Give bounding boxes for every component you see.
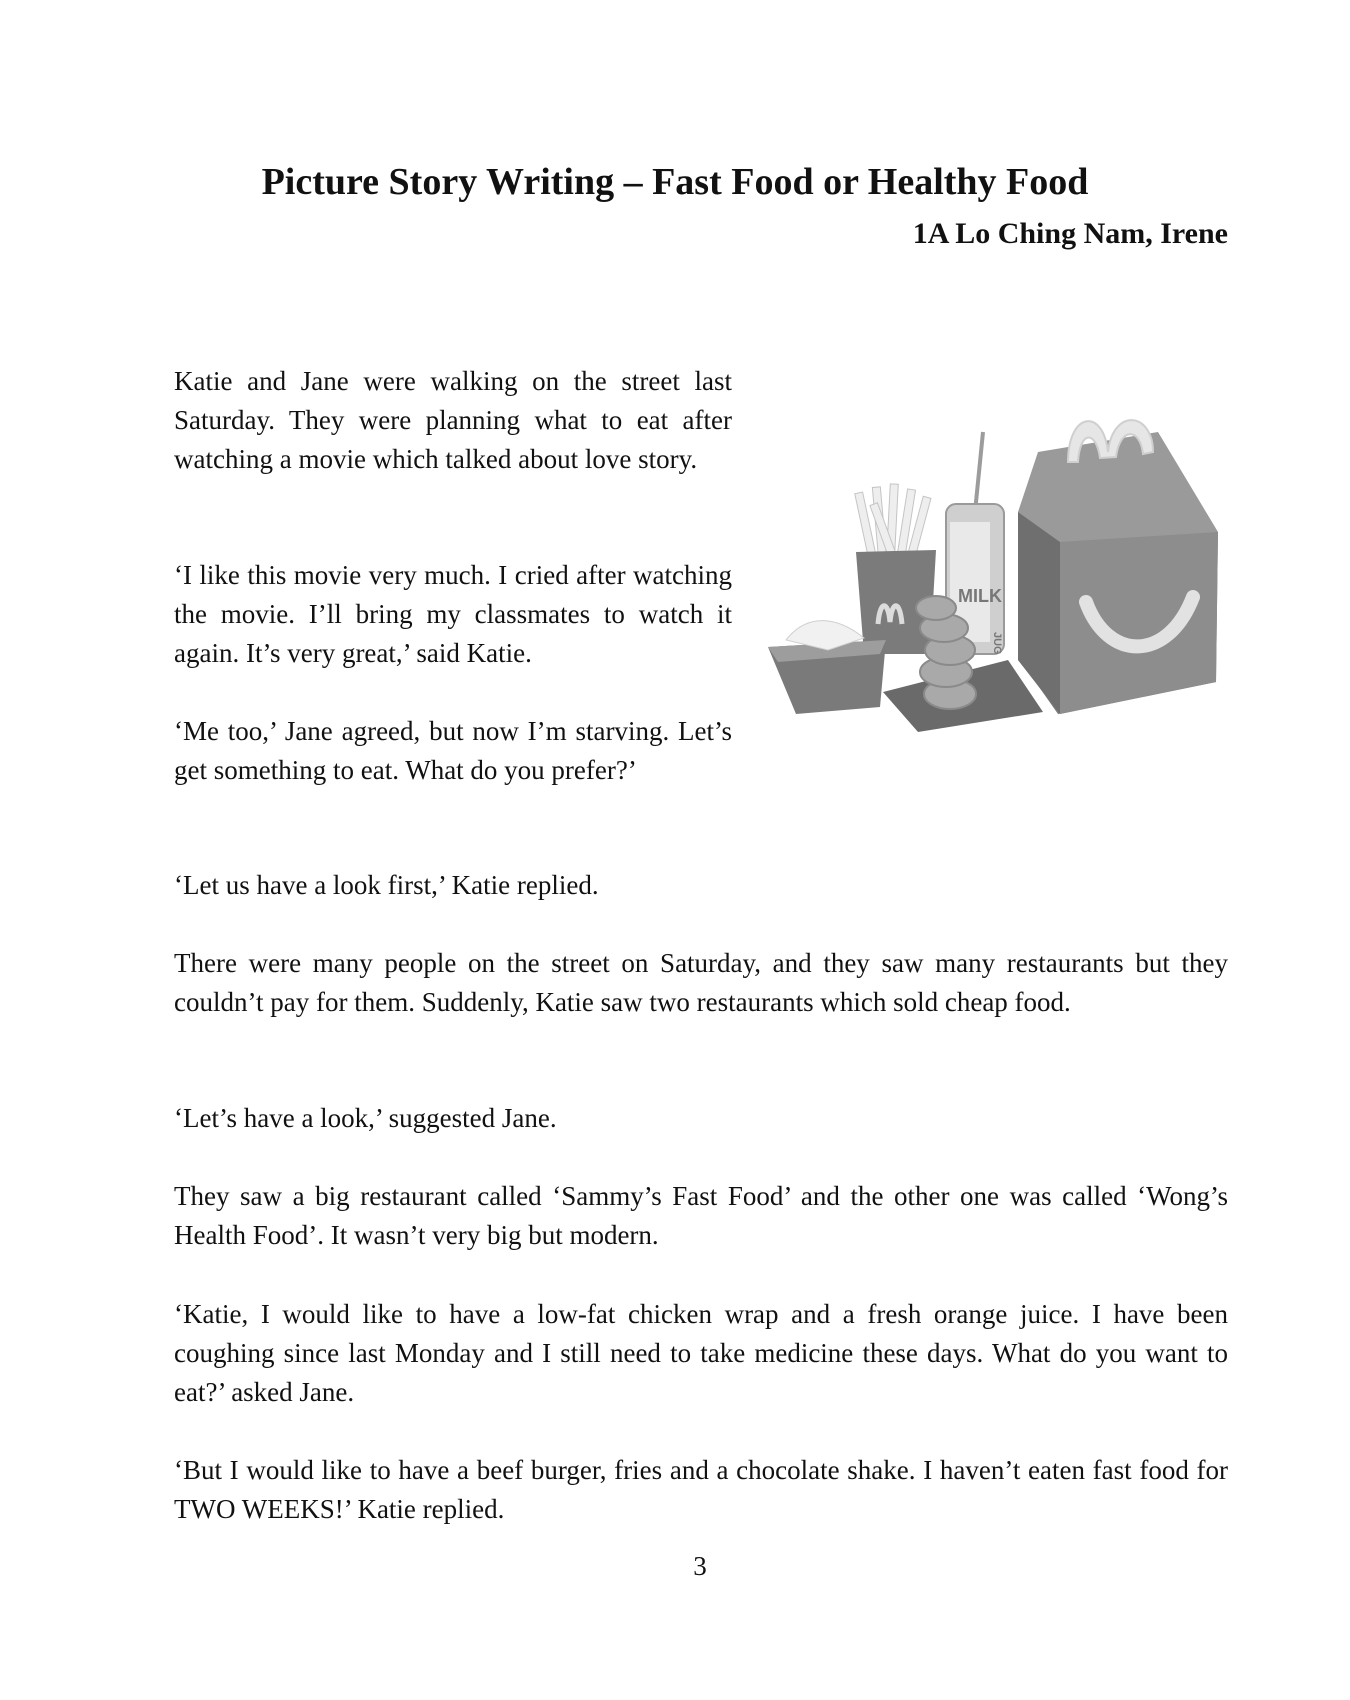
happy-meal-illustration-icon	[768, 392, 1258, 784]
page-number: 3	[693, 1551, 707, 1581]
paragraph-3: ‘Me too,’ Jane agreed, but now I’m starving. Let’s get something to eat. What do you prefer?’	[174, 716, 732, 785]
paragraph-7: They saw a big restaurant called ‘Sammy’s Fast Food’ and the other one was called ‘Wong’s Health Food’. It wasn’t very big but modern.	[174, 1181, 1228, 1250]
paragraph-5: There were many people on the street on Saturday, and they saw many restaurants but they couldn’t pay for them. Suddenly, Katie saw two restaurants which sold cheap food.	[174, 948, 1228, 1017]
milk-label: MILK	[958, 586, 1002, 606]
paragraph-4: ‘Let us have a look first,’ Katie replied.	[174, 870, 599, 900]
page-title: Picture Story Writing – Fast Food or Healthy Food	[261, 161, 1089, 203]
paragraph-8: ‘Katie, I would like to have a low-fat chicken wrap and a fresh orange juice. I have been coughing since last Monday and I still need to take medicine these days. What do you want to eat?’ asked Jane.	[174, 1299, 1228, 1407]
meal-box-main-panel	[1060, 532, 1218, 714]
paragraph-6: ‘Let’s have a look,’ suggested Jane.	[174, 1103, 557, 1133]
paragraph-2: ‘I like this movie very much. I cried after watching the movie. I’ll bring my classmates to watch it again. It’s very great,’ said Katie.	[174, 560, 732, 668]
paragraph-9: ‘But I would like to have a beef burger, fries and a chocolate shake. I haven’t eaten fast food for TWO WEEKS!’ Katie replied.	[174, 1455, 1228, 1524]
meal-box-left-panel	[1018, 512, 1060, 714]
paragraph-1: Katie and Jane were walking on the street last Saturday. They were planning what to eat after watching a movie which talked about love story.	[174, 366, 732, 474]
milk-side-label: JUG	[991, 632, 1003, 655]
author-line: 1A Lo Ching Nam, Irene	[912, 217, 1228, 250]
